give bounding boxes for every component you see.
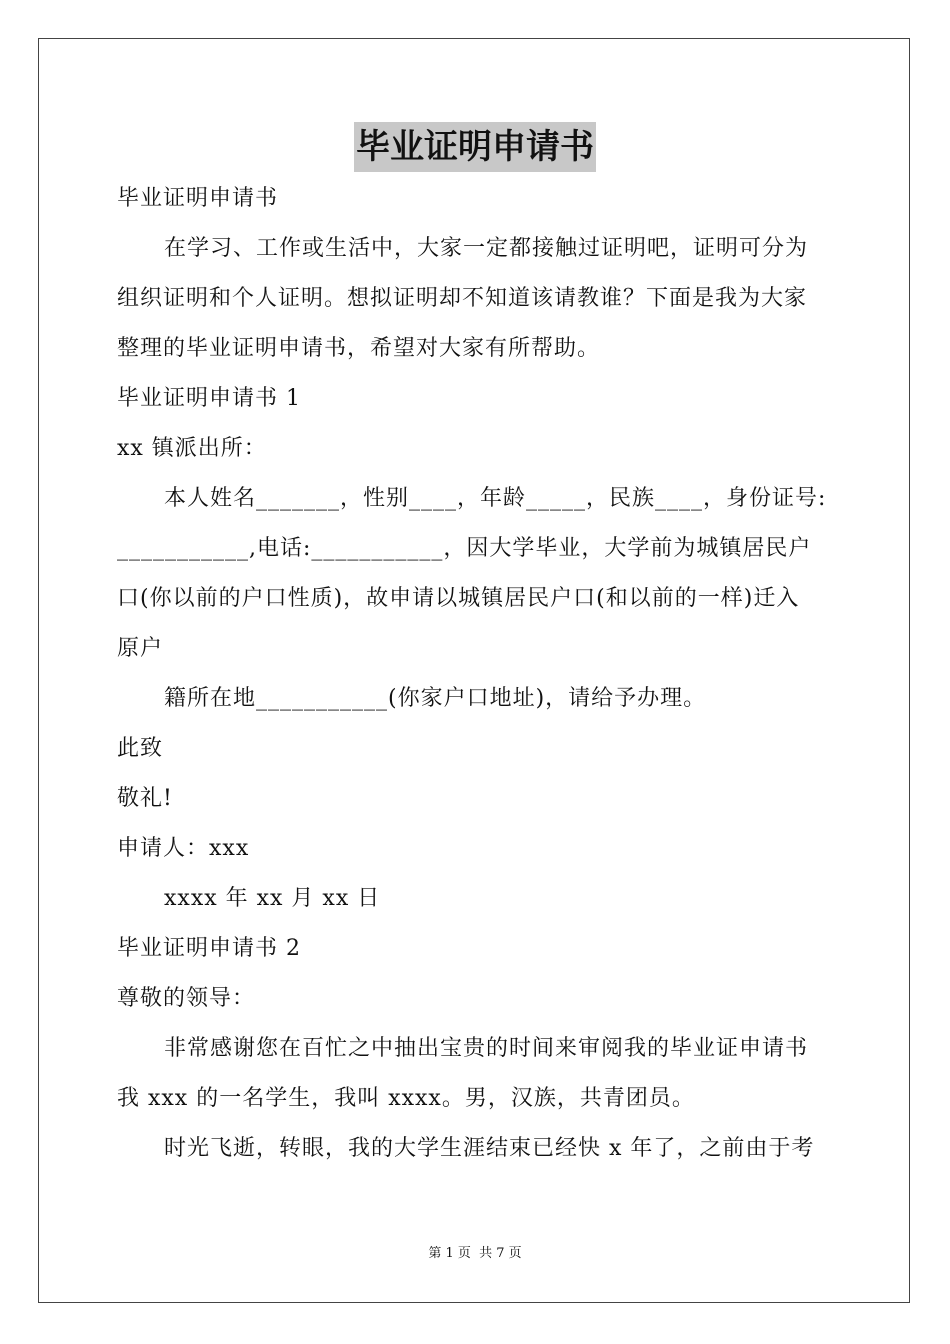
recipient-line: xx 镇派出所： [117,436,267,461]
form-line-5: 籍所在地___________(你家户口地址)，请给予办理。 [164,686,707,711]
subtitle-line: 毕业证明申请书 [117,186,279,211]
form-line-1: 本人姓名_______，性别____，年龄_____，民族____，身份证号: [164,486,827,511]
salutation-line: 尊敬的领导： [117,986,256,1011]
intro-paragraph-line-3: 整理的毕业证明申请书，希望对大家有所帮助。 [117,336,601,361]
form-line-4: 原户 [117,636,164,661]
applicant-line: 申请人：xxx [117,836,250,861]
form-line-3: 口(你以前的户口性质)，故申请以城镇居民户口(和以前的一样)迁入 [117,586,800,611]
closing-line-2: 敬礼! [117,786,173,811]
letter-line-3: 时光飞逝，转眼，我的大学生涯结束已经快 x 年了，之前由于考 [164,1136,815,1161]
page-number: 第 1 页 [428,1246,471,1261]
section-heading-1: 毕业证明申请书 1 [117,386,301,411]
form-line-2: ___________,电话:___________，因大学毕业，大学前为城镇居民户 [117,536,812,561]
section-heading-2: 毕业证明申请书 2 [117,936,301,961]
document-title: 毕业证明申请书 [354,122,596,172]
date-line: xxxx 年 xx 月 xx 日 [164,886,381,911]
page-footer [0,1244,950,1264]
closing-line-1: 此致 [117,736,164,761]
intro-paragraph-line-1: 在学习、工作或生活中，大家一定都接触过证明吧，证明可分为 [164,236,809,261]
title-container [0,122,950,172]
page-total: 共 7 页 [479,1246,522,1261]
letter-line-2: 我 xxx 的一名学生，我叫 xxxx。男，汉族，共青团员。 [117,1086,695,1111]
intro-paragraph-line-2: 组织证明和个人证明。想拟证明却不知道该请教谁？下面是我为大家 [117,286,808,311]
letter-line-1: 非常感谢您在百忙之中抽出宝贵的时间来审阅我的毕业证申请书 [164,1036,809,1061]
